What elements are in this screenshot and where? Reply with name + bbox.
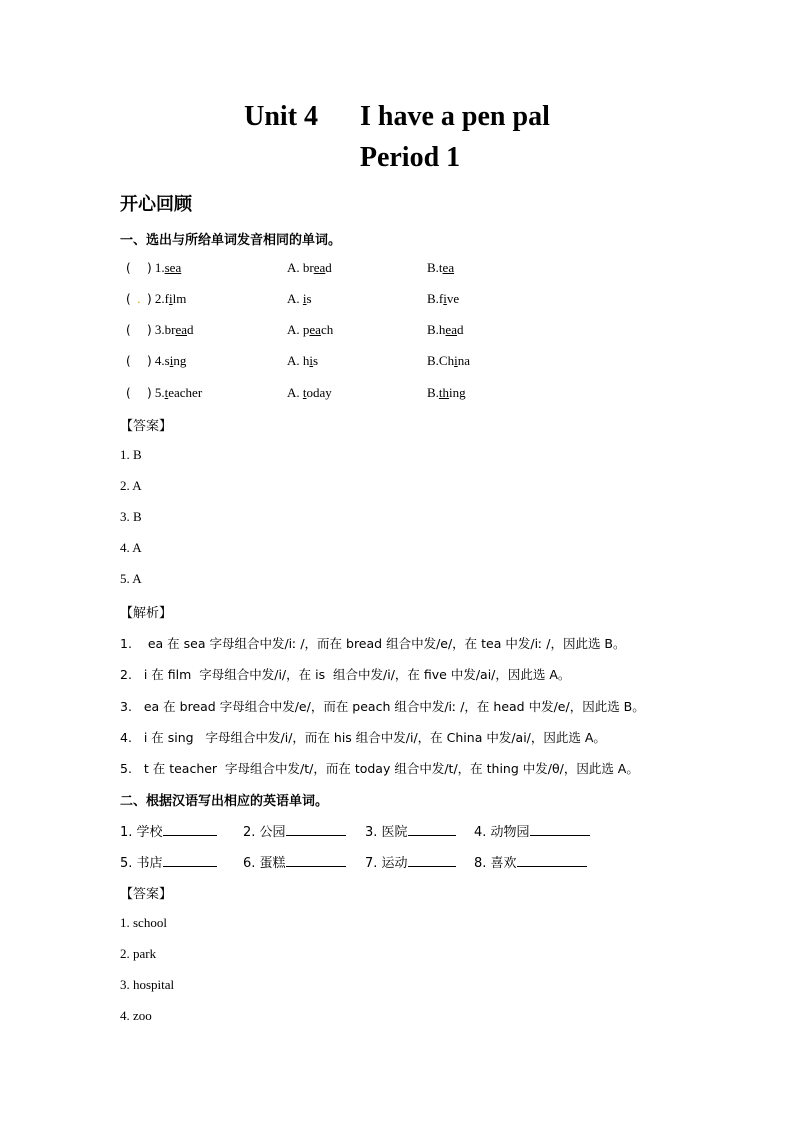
- answer-item: 2. A: [120, 478, 142, 493]
- fill-prompt: 6. 蛋糕: [243, 856, 286, 871]
- option-label: A.: [287, 353, 303, 368]
- underlined-letters: i: [302, 291, 307, 306]
- word-part: br: [302, 260, 314, 275]
- underlined-letters: t: [164, 385, 169, 400]
- answer-item: 3. B: [120, 509, 142, 524]
- answer-slot: [131, 260, 147, 275]
- close-bracket: ): [146, 386, 152, 400]
- word-part: ing: [449, 385, 466, 400]
- underlined-letters: ea: [442, 260, 455, 275]
- analysis-item: 5. t 在 teacher 字母组合中发/t/，而在 today 组合中发/t/，在 thing 中发/θ/，因此选 A。: [120, 761, 639, 776]
- underlined-letters: ea: [309, 322, 321, 337]
- fill-prompt: 4. 动物园: [474, 825, 530, 840]
- option-label: A.: [287, 260, 303, 275]
- close-bracket: ): [146, 292, 152, 306]
- answer-blank[interactable]: [163, 823, 217, 836]
- fill-item: [474, 852, 587, 871]
- option-label: A.: [287, 385, 303, 400]
- answer-item: 4. zoo: [120, 1008, 152, 1023]
- option-label: B.: [427, 291, 439, 306]
- open-bracket: (: [126, 323, 131, 337]
- analysis-item: 4. i 在 sing 字母组合中发/i/，而在 his 组合中发/i/，在 China 中发/ai/，因此选 A。: [120, 730, 606, 745]
- option-b: [427, 385, 466, 401]
- option-a: [287, 260, 332, 276]
- answer-slot: [131, 385, 147, 400]
- fill-item: [365, 821, 456, 840]
- word-part: eacher: [168, 385, 203, 400]
- section-heading: 开心回顾: [120, 194, 192, 215]
- option-label: B.: [427, 353, 439, 368]
- fill-prompt: 1. 学校: [120, 825, 163, 840]
- answer-slot: [131, 322, 147, 337]
- question-stem: [126, 353, 186, 369]
- word-part: ve: [446, 291, 460, 306]
- option-b: [427, 291, 459, 307]
- analysis-item: 2. i 在 film 字母组合中发/i/，在 is 组合中发/i/，在 five 中发/ai/，因此选 A。: [120, 667, 571, 682]
- fill-item: [120, 821, 217, 840]
- answer-item: 1. school: [120, 915, 167, 930]
- fill-prompt: 2. 公园: [243, 825, 286, 840]
- option-label: A.: [287, 291, 303, 306]
- word-part: s: [313, 353, 319, 368]
- close-bracket: ): [146, 261, 152, 275]
- option-label: A.: [287, 322, 303, 337]
- part2-heading: 二、根据汉语写出相应的英语单词。: [120, 794, 329, 809]
- word-part: ch: [320, 322, 334, 337]
- option-a: [287, 291, 312, 307]
- page-title: Unit 4 I have a pen pal: [244, 101, 550, 132]
- open-bracket: (: [126, 354, 131, 368]
- question-stem: [126, 385, 202, 401]
- answer-item: 2. park: [120, 946, 157, 961]
- question-number: 2.: [151, 291, 165, 306]
- word-part: f: [438, 291, 444, 306]
- question-number: 4.: [151, 353, 165, 368]
- answer-blank[interactable]: [517, 854, 587, 867]
- word-part: lm: [172, 291, 187, 306]
- underlined-letters: i: [169, 353, 174, 368]
- close-bracket: ): [146, 323, 152, 337]
- word-part: oday: [306, 385, 332, 400]
- option-a: [287, 353, 318, 369]
- underlined-letters: i: [443, 291, 447, 306]
- word-part: ng: [173, 353, 187, 368]
- fill-prompt: 7. 运动: [365, 856, 408, 871]
- analysis-label: 【解析】: [120, 606, 173, 621]
- answer-label: 【答案】: [120, 419, 173, 434]
- fill-prompt: 3. 医院: [365, 825, 408, 840]
- underlined-letters: ea: [175, 322, 188, 337]
- analysis-item: 1. ea 在 sea 字母组合中发/iː /，而在 bread 组合中发/e/，在 tea 中发/iː /，因此选 B。: [120, 636, 626, 651]
- answer-slot: .: [130, 291, 147, 306]
- fill-item: [474, 821, 590, 840]
- fill-item: [243, 852, 346, 871]
- answer-blank[interactable]: [408, 823, 456, 836]
- word-part: d: [325, 260, 332, 275]
- option-b: [427, 322, 463, 338]
- word-part: h: [302, 353, 310, 368]
- underlined-letters: i: [454, 353, 458, 368]
- question-number: 5.: [151, 385, 165, 400]
- fill-prompt: 8. 喜欢: [474, 856, 517, 871]
- answer-blank[interactable]: [286, 854, 346, 867]
- underlined-letters: ea: [313, 260, 326, 275]
- analysis-item: 3. ea 在 bread 字母组合中发/e/，而在 peach 组合中发/iː /，在 head 中发/e/，因此选 B。: [120, 699, 645, 714]
- answer-item: 5. A: [120, 571, 142, 586]
- fill-item: [243, 821, 346, 840]
- underlined-letters: sea: [164, 260, 182, 275]
- underlined-letters: i: [309, 353, 314, 368]
- option-label: B.: [427, 260, 439, 275]
- question-number: 1.: [151, 260, 165, 275]
- underlined-letters: i: [168, 291, 173, 306]
- word-part: na: [457, 353, 470, 368]
- word-part: s: [164, 353, 170, 368]
- option-b: [427, 260, 454, 276]
- answer-blank[interactable]: [286, 823, 346, 836]
- fill-item: [120, 852, 217, 871]
- underlined-letters: ea: [445, 322, 457, 337]
- open-bracket: (: [126, 261, 131, 275]
- fill-prompt: 5. 书店: [120, 856, 163, 871]
- open-bracket: (: [126, 386, 131, 400]
- question-stem: [126, 322, 194, 338]
- answer-blank[interactable]: [163, 854, 217, 867]
- word-part: t: [438, 260, 443, 275]
- answer-blank[interactable]: [530, 823, 590, 836]
- underlined-letters: th: [438, 385, 450, 400]
- answer-item: 3. hospital: [120, 977, 175, 992]
- word-part: br: [164, 322, 176, 337]
- word-part: s: [306, 291, 312, 306]
- page-subtitle: Period 1: [359, 142, 461, 173]
- question-stem: [126, 291, 186, 307]
- word-part: d: [187, 322, 194, 337]
- answer-slot: [131, 353, 147, 368]
- answer-label-2: 【答案】: [120, 887, 173, 902]
- word-part: Ch: [438, 353, 455, 368]
- fill-item: [365, 852, 456, 871]
- word-part: p: [302, 322, 310, 337]
- question-stem: [126, 260, 181, 276]
- underlined-letters: t: [302, 385, 307, 400]
- option-b: [427, 353, 470, 369]
- option-label: B.: [427, 322, 439, 337]
- word-part: d: [456, 322, 464, 337]
- word-part: f: [164, 291, 169, 306]
- answer-item: 1. B: [120, 447, 142, 462]
- option-a: [287, 385, 332, 401]
- word-part: h: [438, 322, 446, 337]
- part1-heading: 一、选出与所给单词发音相同的单词。: [120, 233, 342, 248]
- open-bracket: (: [126, 292, 131, 306]
- option-a: [287, 322, 333, 338]
- answer-blank[interactable]: [408, 854, 456, 867]
- close-bracket: ): [146, 354, 152, 368]
- option-label: B.: [427, 385, 439, 400]
- answer-item: 4. A: [120, 540, 142, 555]
- question-number: 3.: [151, 322, 165, 337]
